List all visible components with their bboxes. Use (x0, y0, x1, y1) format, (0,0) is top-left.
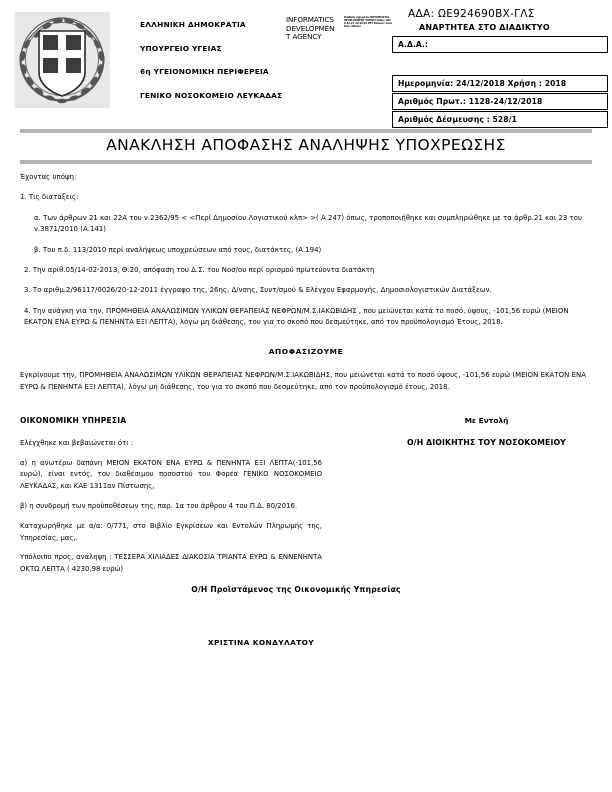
financial-point-a: α) η ανωτέρω δαπάνη ΜΕΙΟΝ ΕΚΑΤΟΝ ΕΝΑ ΕΥΡΩ & ΠΕΝΗΝΤΑ ΕΞΙ ΛΕΠΤΑ(-101,56 ευρώ), είναι εντός, του διαθέσιμου ποσοστού του Φορέα ΓΕΝΙΚΟ ΝΟΣΟΚΟΜΕΙΟ ΛΕΥΚΑΔΑΣ, και ΚΑΕ 1311αν Πίστωσης, (20, 458, 322, 491)
financial-point-b: β) η συνδρομή των προϋποθέσεων της, παρ. 1α του άρθρου 4 του Π.Δ. 80/2016. (20, 501, 298, 510)
published-online-label: ΑΝΑΡΤΗΤΕΑ ΣΤΟ ΔΙΑΔΙΚΤΥΟ (419, 23, 550, 32)
financial-service-heading: ΟΙΚΟΝΟΜΙΚΗ ΥΠΗΡΕΣΙΑ (20, 415, 127, 425)
ida-agency-name (286, 16, 342, 42)
ada-field-box: Α.Δ.Α.: (392, 36, 608, 53)
financial-service-column (20, 416, 330, 576)
date-field-box: Ημερομηνία: 24/12/2018 Χρήση : 2018 (392, 75, 608, 92)
divider-top (20, 129, 592, 133)
org-line-hospital: ΓΕΝΙΚΟ ΝΟΣΟΚΟΜΕΙΟ ΛΕΥΚΑΔΑΣ (140, 90, 283, 100)
ida-signature-details: Digitally signed by INFORMATICS DEVELOPMENT AGENCY Date: 2018.12.27 10:16:21 EET Reason: Location: Athens (344, 16, 392, 29)
emblem-graphic (14, 12, 110, 108)
ida-line-2: DEVELOPMEN (286, 23, 335, 33)
reference-item-3: 3. Το αριθμ.2/96117/0026/20-12-2011 έγγραφο της, 26ης, Δ/νσης, Συντ/σμού & Ελέγχου Εφαρμογής, Δημοσιολογιστικών Διατάξεων. (24, 286, 492, 295)
protocol-field-box: Αριθμός Πρωτ.: 1128-24/12/2018 (392, 93, 608, 110)
signer-name: ΧΡΙΣΤΙΝΑ ΚΟΝΔΥΛΑΤΟΥ (207, 637, 315, 647)
ida-line-1: INFORMATICS (286, 15, 334, 24)
page-title: ΑΝΑΚΛΗΣΗ ΑΠΟΦΑΣΗΣ ΑΝΑΛΗΨΗΣ ΥΠΟΧΡΕΩΣΗΣ (106, 136, 506, 154)
remaining-balance-line: Υπόλοιπο προς, ανάληψη : ΤΕΣΣΕΡΑ ΧΙΛΙΑΔΕΣ ΔΙΑΚΟΣΙΑ ΤΡΙΑΝΤΑ ΕΥΡΩ & ΕΝΝΕΝΗΝΤΑ ΟΚΤΩ ΛΕΠΤΑ ( 4230,98 ευρώ) (20, 553, 322, 574)
financial-head-signature-title: Ο/Η Προϊστάμενος της Οικονομικής Υπηρεσίας (191, 584, 401, 594)
authority-column (379, 416, 594, 447)
org-line-ministry: ΥΠΟΥΡΓΕΙΟ ΥΓΕΙΑΣ (140, 43, 222, 53)
provisions-label: 1. Τις διατάξεις: (20, 193, 79, 202)
digital-signature-stamp (286, 16, 394, 42)
decision-heading: ΑΠΟΦΑΣΙΖΟΥΜΕ (268, 347, 344, 357)
divider-bottom (20, 160, 592, 164)
org-line-republic: ΕΛΛΗΝΙΚΗ ΔΗΜΟΚΡΑΤΙΑ (140, 20, 246, 29)
document-body (0, 172, 612, 647)
provision-item-b: β. Του π.δ. 113/2010 περί αναλήψεως υποχρεώσεων από τους, διατάκτες, (Α.194) (34, 245, 322, 254)
decision-text: Εγκρίνουμε την, ΠΡΟΜΗΘΕΙΑ ΑΝΑΛΩΣΙΜΩΝ ΥΛΙΚΩΝ ΘΕΡΑΠΕΙΑΣ ΝΕΦΡΩΝ/Μ.Σ.ΙΑΚΩΒΙΔΗΣ, που μειώνεται κατά το ποσό ύψους, -101,56 ευρώ (ΜΕΙΟΝ ΕΚΑΤΟΝ ΕΝΑ ΕΥΡΩ & ΠΕΝΗΝΤΑ ΕΞΙ ΛΕΠΤΑ), λόγω μη διάθεσης, του για το σκοπό που δεσμεύτηκε, από τον προϋπολογισμό έτους, 2018. (20, 371, 586, 391)
by-order-label: Με Εντολή (464, 415, 509, 425)
having-regard-label: Έχοντας υπόψη: (20, 173, 77, 181)
provision-item-a: α. Των άρθρων 21 και 22Α του ν.2362/95 < <Περί Δημοσίου Λογιστικού κλπ> >( Α.247) όπως, τροποποιήθηκε και συμπληρώθηκε με τα άρθρ.21 και 23 του ν.3871/2010 (Α.141) (34, 213, 583, 234)
commitment-field-box: Αριθμός Δέσμευσης : 528/1 (392, 111, 608, 128)
greek-coat-of-arms-emblem (14, 12, 110, 108)
org-line-region: 6η ΥΓΕΙΟΝΟΜΙΚΗ ΠΕΡΙΦΕΡΕΙΑ (140, 67, 269, 76)
document-header (0, 0, 612, 122)
reference-item-2: 2. Την αριθ.05/14-02-2013, Θ:20, απόφαση του Δ.Σ. του Νοσ/ου περί ορισμού πρωτεύοντα διατάκτη (24, 265, 375, 274)
registration-line: Καταχωρήθηκε με α/α: 0/771, στο Βιβλίο Εγκρίσεων και Εντολών Πληρωμής της, Υπηρεσίας, μας,. (20, 521, 322, 542)
ada-code-text: ΑΔΑ: ΩΕ924690ΒΧ-ΓΛΣ (408, 8, 535, 20)
signature-columns (0, 416, 612, 576)
ida-line-3: T AGENCY (286, 32, 322, 42)
verification-line: Ελέγχθηκε και βεβαιώνεται ότι : (20, 438, 134, 447)
hospital-governor-title: Ο/Η ΔΙΟΙΚΗΤΗΣ ΤΟΥ ΝΟΣΟΚΟΜΕΙΟΥ (407, 437, 566, 447)
organization-block (140, 20, 290, 114)
reference-item-4: 4. Την ανάγκη για την, ΠΡΟΜΗΘΕΙΑ ΑΝΑΛΩΣΙΜΩΝ ΥΛΙΚΩΝ ΘΕΡΑΠΕΙΑΣ ΝΕΦΡΩΝ/Μ.Σ.ΙΑΚΩΒΙΔΗΣ , που μειώνεται κατά το ποσό, ύψους, -101,56 ευρώ (ΜΕΙΟΝ ΕΚΑΤΟΝ ΕΝΑ ΕΥΡΩ & ΠΕΝΗΝΤΑ ΕΞΙ ΛΕΠΤΑ), λόγω μη διάθεσης, του για το σκοπό που δεσμεύτηκε, από τον προϋπολογισμό Έτους, 2018. (24, 306, 569, 327)
